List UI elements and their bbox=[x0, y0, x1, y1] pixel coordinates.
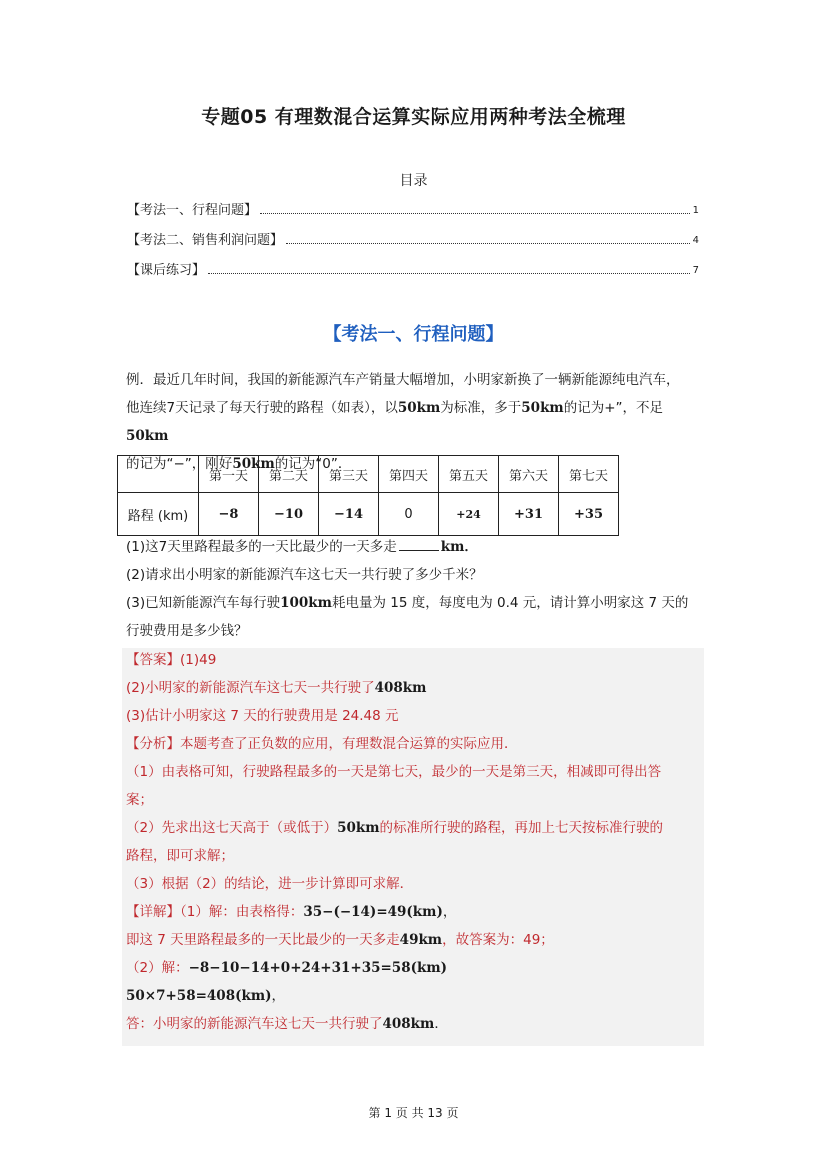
detail-line bbox=[126, 898, 704, 926]
question-2: (2)请求出小明家的新能源汽车这七天一共行驶了多少千米？ bbox=[126, 567, 483, 583]
text-run: 耗电量为 15 度，每度电为 0.4 元，请计算小明家这 7 天的 bbox=[331, 595, 689, 611]
math-text: 50km bbox=[337, 820, 380, 836]
page-footer: 第 1 页 共 13 页 bbox=[368, 1106, 459, 1120]
math-text: −8−10−14+0+24+31+35=58(km) bbox=[188, 960, 448, 976]
toc-item[interactable] bbox=[127, 248, 699, 278]
unit-text: 50km bbox=[126, 428, 169, 444]
text-run: ， bbox=[442, 904, 457, 920]
table-header-cell bbox=[118, 456, 199, 493]
table-cell: −8 bbox=[199, 493, 259, 536]
math-text: 408km bbox=[382, 1016, 435, 1032]
math-text: 408km bbox=[374, 680, 427, 696]
text-run: 的标准所行驶的路程，再加上七天按标准行驶的 bbox=[379, 820, 664, 836]
analysis-line bbox=[126, 730, 704, 758]
detail-line bbox=[126, 982, 704, 1010]
analysis-line: （1）由表格可知，行驶路程最多的一天是第七天，最少的一天是第三天，相减即可得出答 bbox=[126, 764, 662, 780]
unit-text: 100km bbox=[280, 595, 332, 611]
text-run: （2）解： bbox=[126, 960, 189, 976]
toc-item[interactable] bbox=[127, 188, 699, 218]
analysis-line bbox=[126, 814, 704, 842]
table-row-label: 路程 (km) bbox=[118, 493, 199, 536]
detail-line bbox=[126, 954, 704, 982]
text-run: （2）先求出这七天高于（或低于） bbox=[126, 820, 338, 836]
analysis-line: 案； bbox=[126, 792, 153, 808]
text-run: 为标准，多于 bbox=[440, 400, 522, 416]
text-run: 的记为“−”，刚好 bbox=[126, 456, 233, 472]
answer-blank bbox=[399, 550, 439, 551]
question-3 bbox=[126, 589, 704, 645]
toc-leader-dots bbox=[260, 213, 690, 214]
table-cell: 0 bbox=[379, 493, 439, 536]
analysis-line: 路程，即可求解； bbox=[126, 848, 234, 864]
answer-line bbox=[126, 646, 704, 674]
distance-table bbox=[117, 455, 619, 536]
text-run: (1)这7天里路程最多的一天比最少的一天多走 bbox=[126, 539, 397, 555]
section-title: 【考法一、行程问题】 bbox=[323, 324, 504, 345]
table-of-contents bbox=[127, 188, 699, 278]
text-run: 他连续7天记录了每天行驶的路程（如表），以 bbox=[126, 400, 398, 416]
text-run: 即这 7 天里路程最多的一天比最少的一天多走 bbox=[126, 932, 400, 948]
unit-text: 50km bbox=[521, 400, 564, 416]
toc-leader-dots bbox=[208, 273, 690, 274]
math-text: 50×7+58=408(km) bbox=[126, 988, 272, 1004]
table-row bbox=[118, 493, 619, 536]
answer-section bbox=[126, 646, 704, 1038]
text-run: (1)49 bbox=[180, 652, 217, 668]
text-run: 的记为“0”． bbox=[274, 456, 352, 472]
example-line bbox=[126, 394, 704, 450]
table-header-cell: 第四天 bbox=[379, 456, 439, 493]
text-run: (2)小明家的新能源汽车这七天一共行驶了 bbox=[126, 680, 375, 696]
table-cell: +24 bbox=[439, 493, 499, 536]
table-header-cell: 第三天 bbox=[319, 456, 379, 493]
answer-line bbox=[126, 674, 704, 702]
detail-tag: 【详解】 bbox=[126, 904, 180, 920]
table-header-cell: 第二天 bbox=[259, 456, 319, 493]
text-run: 本题考查了正负数的应用，有理数混合运算的实际应用． bbox=[180, 736, 518, 752]
toc-item-label: 【考法一、行程问题】 bbox=[127, 203, 258, 218]
table-header-row bbox=[118, 456, 619, 493]
text-run: 答：小明家的新能源汽车这七天一共行驶了 bbox=[126, 1016, 383, 1032]
table-header-cell: 第一天 bbox=[199, 456, 259, 493]
toc-heading: 目录 bbox=[399, 173, 428, 189]
toc-item[interactable] bbox=[127, 218, 699, 248]
table-header-cell: 第七天 bbox=[559, 456, 619, 493]
answer-line: (3)估计小明家这 7 天的行驶费用是 24.48 元 bbox=[126, 708, 399, 724]
table-header-cell: 第五天 bbox=[439, 456, 499, 493]
table-cell: +31 bbox=[499, 493, 559, 536]
analysis-line: （3）根据（2）的结论，进一步计算即可求解． bbox=[126, 876, 414, 892]
text-run: ． bbox=[434, 1016, 448, 1032]
table-header-cell: 第六天 bbox=[499, 456, 559, 493]
text-run: 的记为+”，不足 bbox=[563, 400, 664, 416]
unit-text: 50km bbox=[232, 456, 275, 472]
question-1 bbox=[126, 533, 704, 561]
toc-item-label: 【考法二、销售利润问题】 bbox=[127, 233, 284, 248]
toc-item-page: 4 bbox=[692, 235, 699, 246]
toc-item-page: 1 bbox=[692, 205, 699, 216]
text-run: (3)已知新能源汽车每行驶 bbox=[126, 595, 281, 611]
unit-text: km． bbox=[440, 539, 478, 555]
text-run: （1）解：由表格得： bbox=[180, 904, 304, 920]
table-cell: −14 bbox=[319, 493, 379, 536]
toc-item-label: 【课后练习】 bbox=[127, 263, 206, 278]
math-text: 49km bbox=[399, 932, 443, 948]
toc-item-page: 7 bbox=[692, 265, 699, 276]
detail-line bbox=[126, 926, 704, 954]
text-run: ， bbox=[271, 988, 285, 1004]
answer-tag: 【答案】 bbox=[126, 652, 180, 668]
analysis-tag: 【分析】 bbox=[126, 736, 180, 752]
detail-line bbox=[126, 1010, 704, 1038]
math-text: 35−(−14)=49(km) bbox=[303, 904, 443, 920]
document-title: 专题05 有理数混合运算实际应用两种考法全梳理 bbox=[201, 106, 626, 128]
example-line: 例．最近几年时间，我国的新能源汽车产销量大幅增加，小明家新换了一辆新能源纯电汽车， bbox=[126, 372, 680, 388]
table-cell: +35 bbox=[559, 493, 619, 536]
question-line: 行驶费用是多少钱？ bbox=[126, 623, 248, 639]
question-line bbox=[126, 589, 704, 617]
table-cell: −10 bbox=[259, 493, 319, 536]
text-run: ，故答案为：49； bbox=[442, 932, 554, 948]
unit-text: 50km bbox=[397, 400, 441, 416]
toc-leader-dots bbox=[286, 243, 690, 244]
